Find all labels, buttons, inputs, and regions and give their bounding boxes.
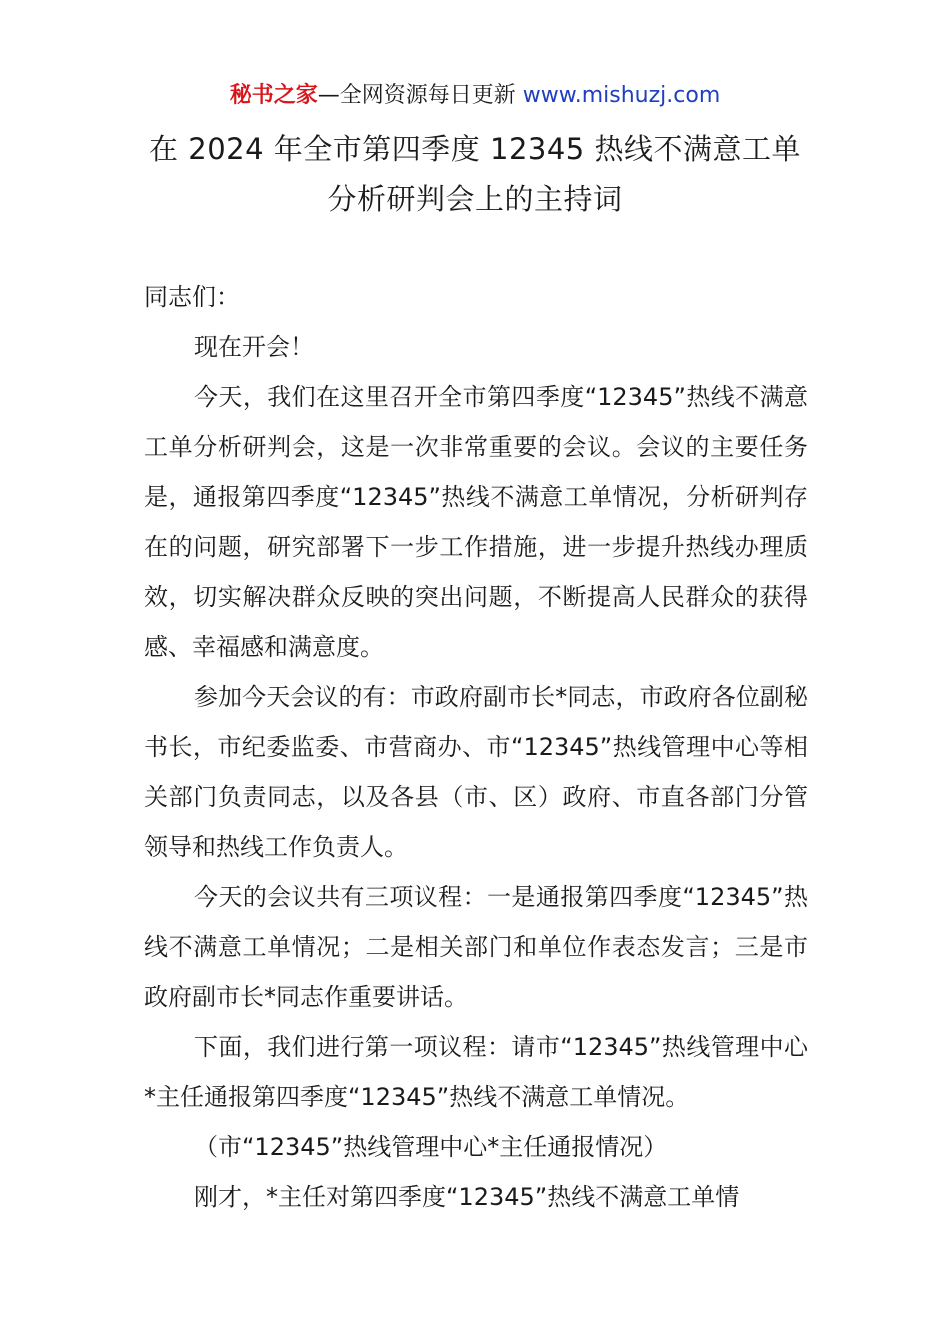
- paragraph: 刚才，*主任对第四季度“12345”热线不满意工单情: [194, 1183, 740, 1211]
- paragraph: （市“12345”热线管理中心*主任通报情况）: [194, 1133, 668, 1161]
- document-body: [144, 272, 808, 1222]
- paragraph: 下面，我们进行第一项议程：请市“12345”热线管理中心*主任通报第四季度“12345”热线不满意工单情况。: [144, 1033, 808, 1111]
- title-line-2: 分析研判会上的主持词: [327, 182, 623, 216]
- title-line-1: 在 2024 年全市第四季度 12345 热线不满意工单: [149, 132, 801, 166]
- header-slogan: 全网资源每日更新: [339, 83, 516, 108]
- salutation: 同志们：: [144, 283, 240, 311]
- paragraph: 今天的会议共有三项议程：一是通报第四季度“12345”热线不满意工单情况；二是相关部门和单位作表态发言；三是市政府副市长*同志作重要讲话。: [144, 883, 808, 1011]
- paragraph: 今天，我们在这里召开全市第四季度“12345”热线不满意工单分析研判会，这是一次非常重要的会议。会议的主要任务是，通报第四季度“12345”热线不满意工单情况，分析研判存在的问题，研究部署下一步工作措施，进一步提升热线办理质效，切实解决群众反映的突出问题，不断提高人民群众的获得感、幸福感和满意度。: [144, 383, 808, 661]
- header-dash: —: [317, 83, 340, 108]
- brand-name: 秘书之家: [229, 83, 318, 108]
- paragraph: 参加今天会议的有：市政府副市长*同志，市政府各位副秘书长，市纪委监委、市营商办、市“12345”热线管理中心等相关部门负责同志，以及各县（市、区）政府、市直各部门分管领导和热线工作负责人。: [144, 683, 808, 861]
- document-title: [100, 124, 850, 224]
- site-header: [0, 80, 950, 112]
- site-link[interactable]: www.mishuzj.com: [522, 83, 721, 108]
- paragraph: 现在开会！: [194, 333, 314, 361]
